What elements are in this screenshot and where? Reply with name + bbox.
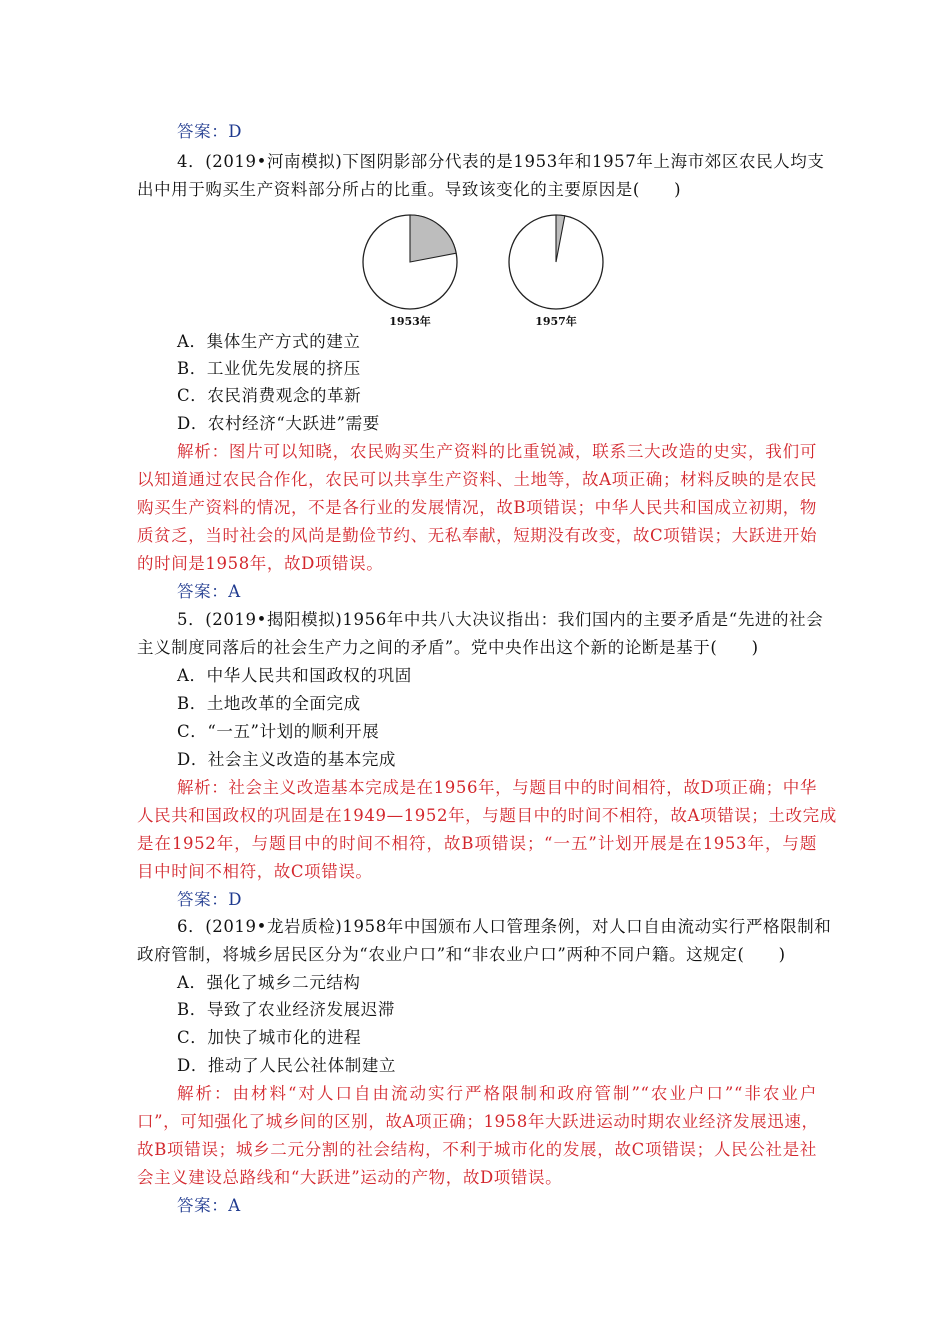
q5-option-c: C．“一五”计划的顺利开展 [177, 722, 380, 741]
q4-option-b: B．工业优先发展的挤压 [177, 359, 361, 378]
q6-analysis-line-4: 会主义建设总路线和“大跃进”运动的产物，故D项错误。 [137, 1168, 563, 1187]
q5-option-d: D．社会主义改造的基本完成 [177, 750, 397, 769]
pie-1957-label: 1957年 [535, 315, 577, 328]
q6-option-b: B．导致了农业经济发展迟滞 [177, 1000, 395, 1019]
q6-analysis-line-3: 故B项错误；城乡二元分割的社会结构，不利于城市化的发展，故C项错误；人民公社是社 [137, 1140, 817, 1159]
pie-1953-label: 1953年 [389, 315, 431, 328]
q4-option-d: D．农村经济“大跃进”需要 [177, 414, 380, 433]
q5-stem-line-1: 5．(2019•揭阳模拟)1956年中共八大决议指出：我们国内的主要矛盾是“先进的社会 [177, 610, 824, 629]
q5-stem-line-2: 主义制度同落后的社会生产力之间的矛盾”。党中央作出这个新的论断是基于( ) [137, 638, 759, 657]
q4-analysis-line-5: 的时间是1958年，故D项错误。 [137, 554, 384, 573]
q3-answer: 答案：D [177, 122, 243, 141]
q6-option-a: A．强化了城乡二元结构 [177, 973, 361, 992]
q6-analysis-line-2: 口”，可知强化了城乡间的区别，故A项正确；1958年大跃进运动时期农业经济发展迅速， [137, 1112, 819, 1131]
q5-analysis-line-1: 解析：社会主义改造基本完成是在1956年，与题目中的时间相符，故D项正确；中华 [177, 778, 817, 797]
q4-stem-line-1: 4．(2019•河南模拟)下图阴影部分代表的是1953年和1957年上海市郊区农民人均支 [177, 152, 825, 171]
q6-option-d: D．推动了人民公社体制建立 [177, 1056, 397, 1075]
q4-option-a: A．集体生产方式的建立 [177, 332, 361, 351]
q4-analysis-line-1: 解析：图片可以知晓，农民购买生产资料的比重锐减，联系三大改造的史实，我们可 [177, 442, 817, 461]
q4-answer: 答案：A [177, 582, 241, 601]
q6-option-c: C．加快了城市化的进程 [177, 1028, 362, 1047]
q4-option-c: C．农民消费观念的革新 [177, 386, 362, 405]
q5-analysis-line-4: 目中时间不相符，故C项错误。 [137, 862, 373, 881]
pie-1957 [509, 215, 603, 328]
q4-analysis-line-2: 以知道通过农民合作化，农民可以共享生产资料、土地等，故A项正确；材料反映的是农民 [137, 470, 817, 489]
q5-option-b: B．土地改革的全面完成 [177, 694, 361, 713]
q6-stem-line-2: 政府管制，将城乡居民区分为“农业户口”和“非农业户口”两种不同户籍。这规定( ) [137, 945, 786, 964]
q6-answer: 答案：A [177, 1196, 241, 1215]
q6-analysis-line-1: 解析：由材料“对人口自由流动实行严格限制和政府管制”“农业户口”“非农业户 [177, 1084, 817, 1103]
pie-1953 [363, 215, 457, 328]
pie-1953-shaded-slice [410, 215, 456, 262]
q5-answer: 答案：D [177, 890, 243, 909]
q4-analysis-line-3: 购买生产资料的情况，不是各行业的发展情况，故B项错误；中华人民共和国成立初期，物 [137, 498, 817, 517]
q5-option-a: A．中华人民共和国政权的巩固 [177, 666, 412, 685]
pie-chart-svg [360, 214, 610, 332]
q4-stem-line-2: 出中用于购买生产资料部分所占的比重。导致该变化的主要原因是( ) [137, 180, 682, 199]
q5-analysis-line-3: 是在1952年，与题目中的时间不相符，故B项错误；“一五”计划开展是在1953年，与题 [137, 834, 817, 853]
q5-analysis-line-2: 人民共和国政权的巩固是在1949—1952年，与题目中的时间不相符，故A项错误；土改完成 [137, 806, 837, 825]
q6-stem-line-1: 6．(2019•龙岩质检)1958年中国颁布人口管理条例，对人口自由流动实行严格限制和 [177, 917, 832, 936]
q4-analysis-line-4: 质贫乏，当时社会的风尚是勤俭节约、无私奉献，短期没有改变，故C项错误；大跃进开始 [137, 526, 818, 545]
pie-chart-figure [360, 214, 610, 332]
